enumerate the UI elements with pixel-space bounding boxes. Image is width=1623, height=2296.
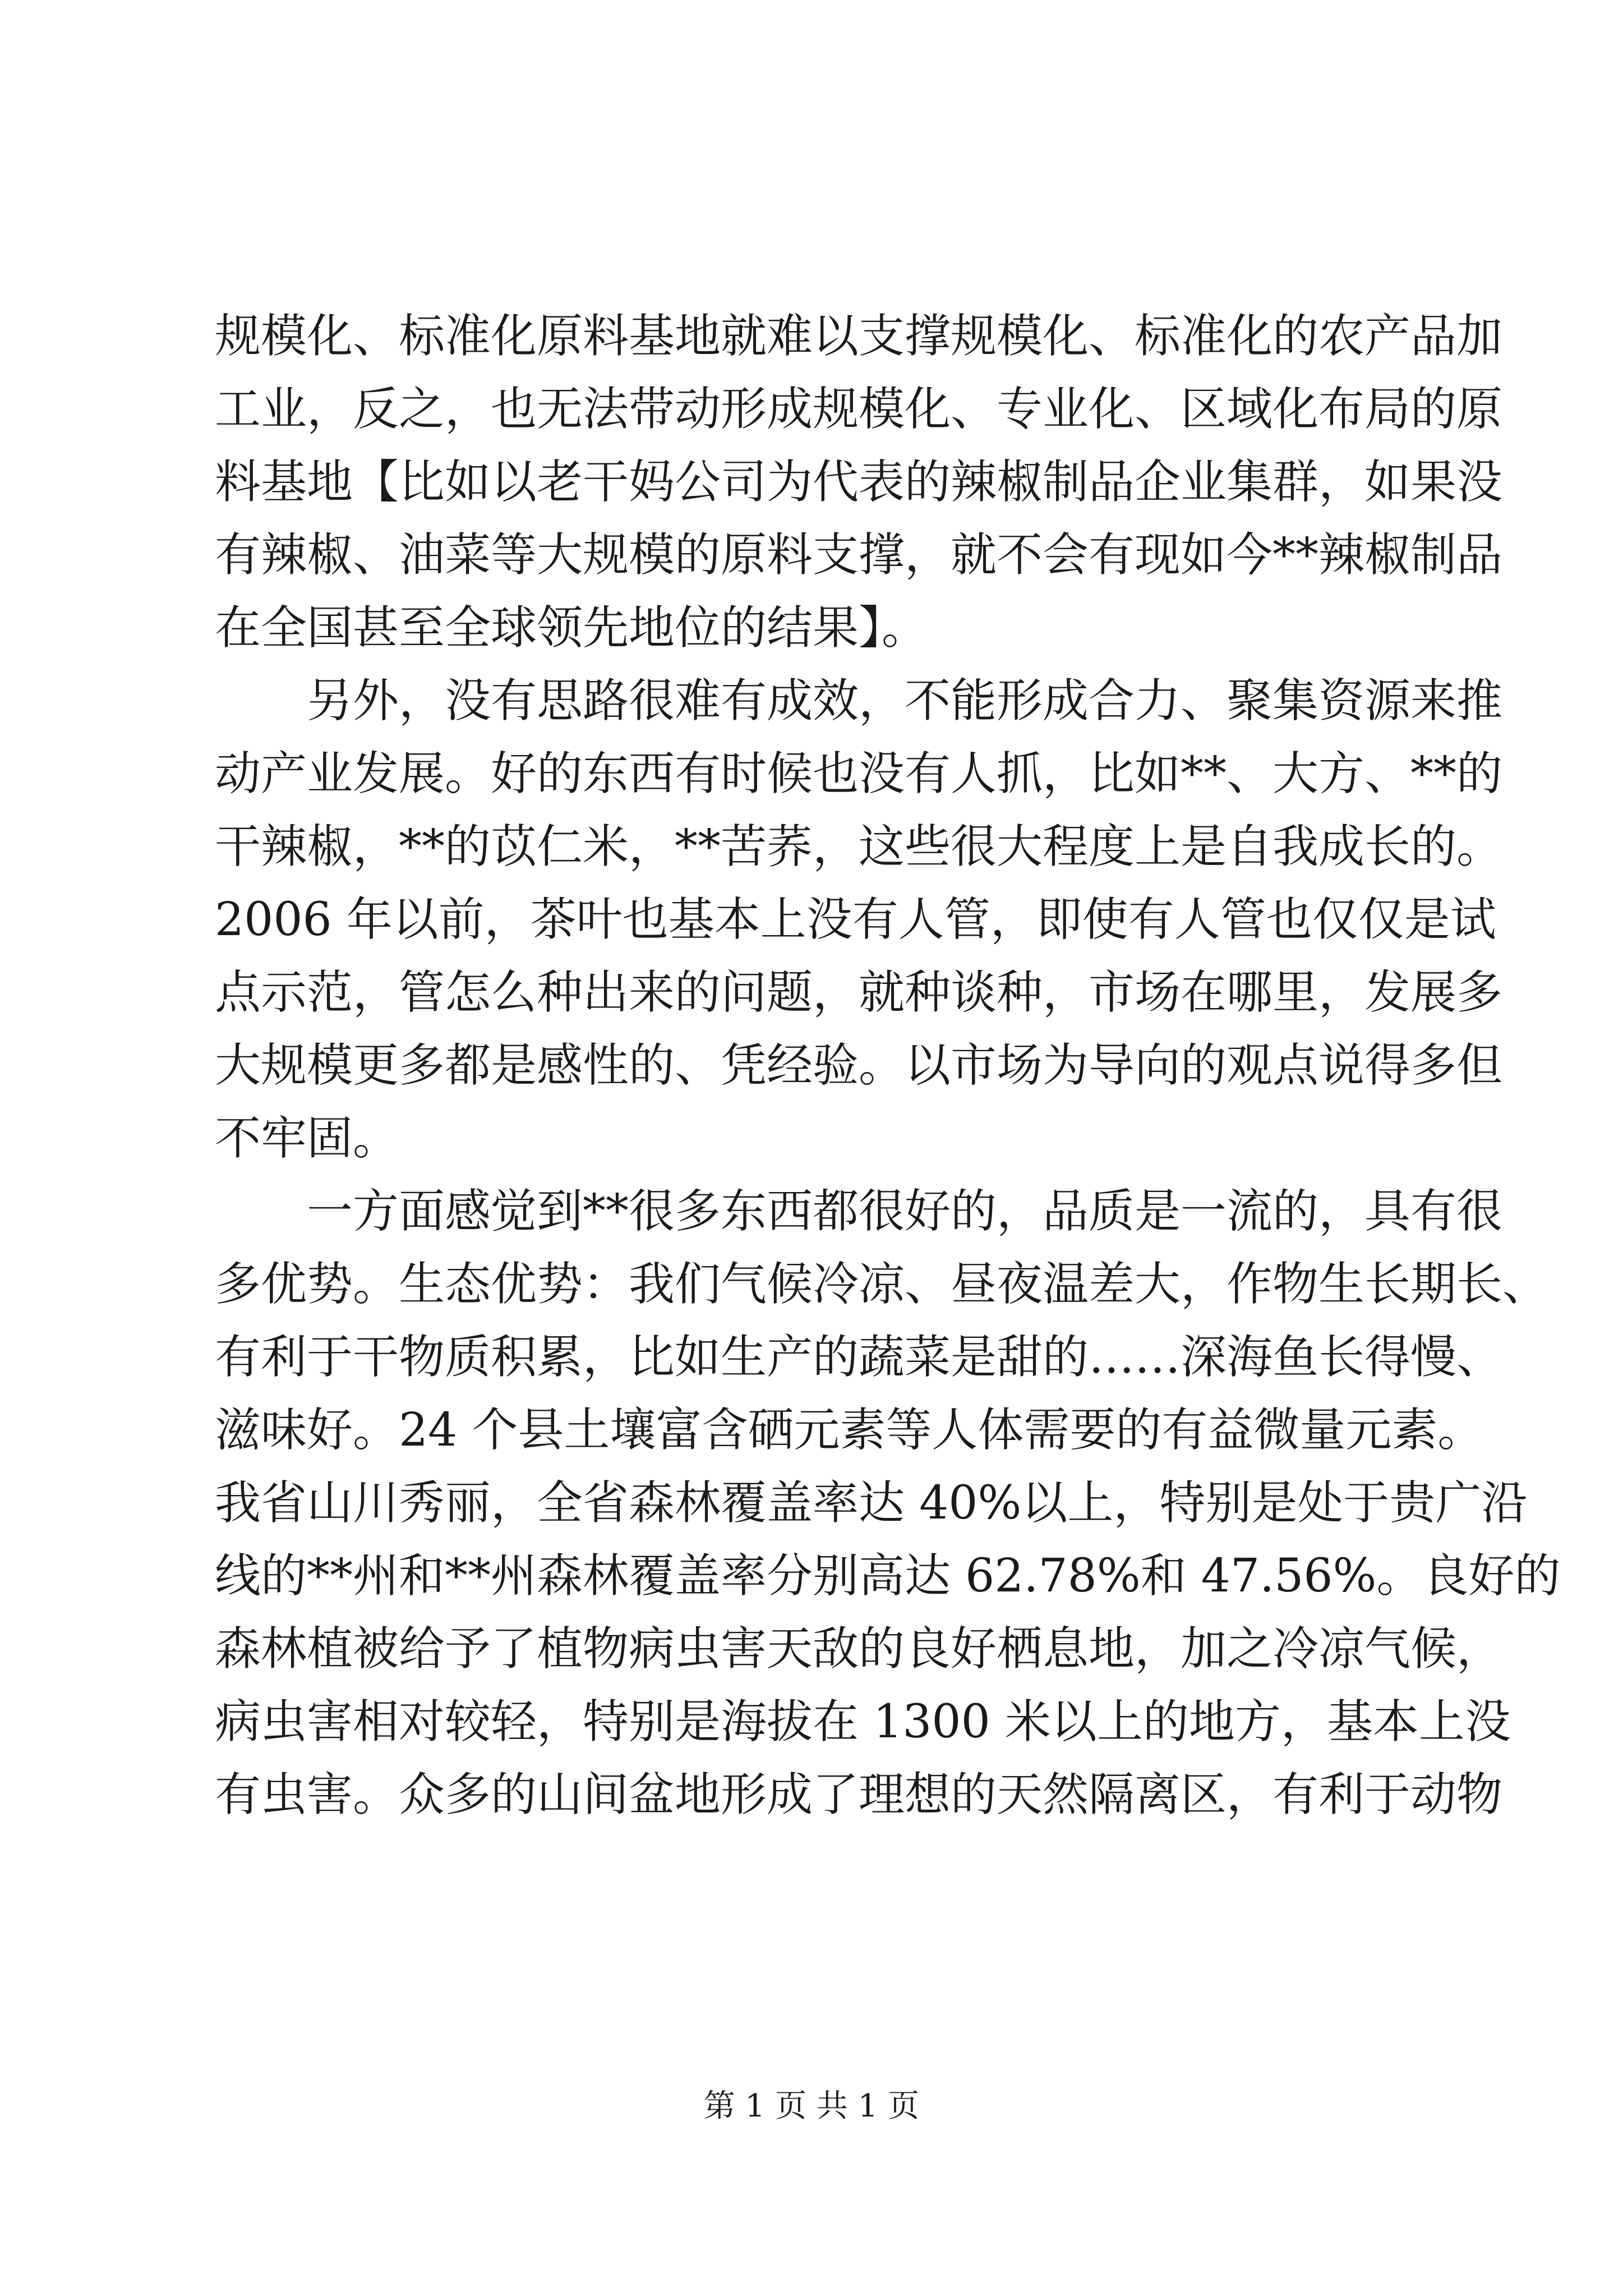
text-line: 一方面感觉到**很多东西都很好的，品质是一流的，具有很 <box>307 1185 1503 1238</box>
text-line: 干辣椒，**的苡仁米，**苦荞，这些很大程度上是自我成长的。 <box>215 820 1503 873</box>
text-line: 多优势。生态优势：我们气候冷凉、昼夜温差大，作物生长期长、 <box>215 1258 1549 1311</box>
text-line: 我省山川秀丽，全省森林覆盖率达 40%以上，特别是处于贵广沿 <box>215 1476 1528 1530</box>
text-line: 病虫害相对较轻，特别是海拔在 1300 米以上的地方，基本上没 <box>215 1695 1511 1749</box>
text-line: 森林植被给予了植物病虫害天敌的良好栖息地，加之冷凉气候， <box>215 1622 1503 1676</box>
text-line: 料基地【比如以老干妈公司为代表的辣椒制品企业集群，如果没 <box>215 455 1503 509</box>
text-line: 线的**州和**州森林覆盖率分别高达 62.78%和 47.56%。良好的 <box>215 1549 1561 1603</box>
text-line: 有虫害。众多的山间盆地形成了理想的天然隔离区，有利于动物 <box>215 1768 1503 1821</box>
text-line: 不牢固。 <box>215 1112 399 1165</box>
text-line: 2006 年以前，茶叶也基本上没有人管，即使有人管也仅仅是试 <box>215 893 1496 946</box>
text-line: 有辣椒、油菜等大规模的原料支撑，就不会有现如今**辣椒制品 <box>215 528 1503 582</box>
text-line: 滋味好。24 个县土壤富含硒元素等人体需要的有益微量元素。 <box>215 1404 1484 1457</box>
body-text <box>215 300 1561 1832</box>
text-line: 点示范，管怎么种出来的问题，就种谈种，市场在哪里，发展多 <box>215 966 1503 1019</box>
text-line: 规模化、标准化原料基地就难以支撑规模化、标准化的农产品加 <box>215 310 1503 363</box>
text-line: 另外，没有思路很难有成效，不能形成合力、聚集资源来推 <box>307 674 1503 728</box>
text-line: 有利于干物质积累，比如生产的蔬菜是甜的……深海鱼长得慢、 <box>215 1331 1503 1384</box>
text-line: 动产业发展。好的东西有时候也没有人抓，比如**、大方、**的 <box>215 747 1503 800</box>
page-footer: 第 1 页 共 1 页 <box>703 2088 920 2124</box>
text-line: 工业，反之，也无法带动形成规模化、专业化、区域化布局的原 <box>215 383 1503 436</box>
text-line: 在全国甚至全球领先地位的结果】。 <box>215 601 928 655</box>
text-line: 大规模更多都是感性的、凭经验。以市场为导向的观点说得多但 <box>215 1039 1503 1092</box>
